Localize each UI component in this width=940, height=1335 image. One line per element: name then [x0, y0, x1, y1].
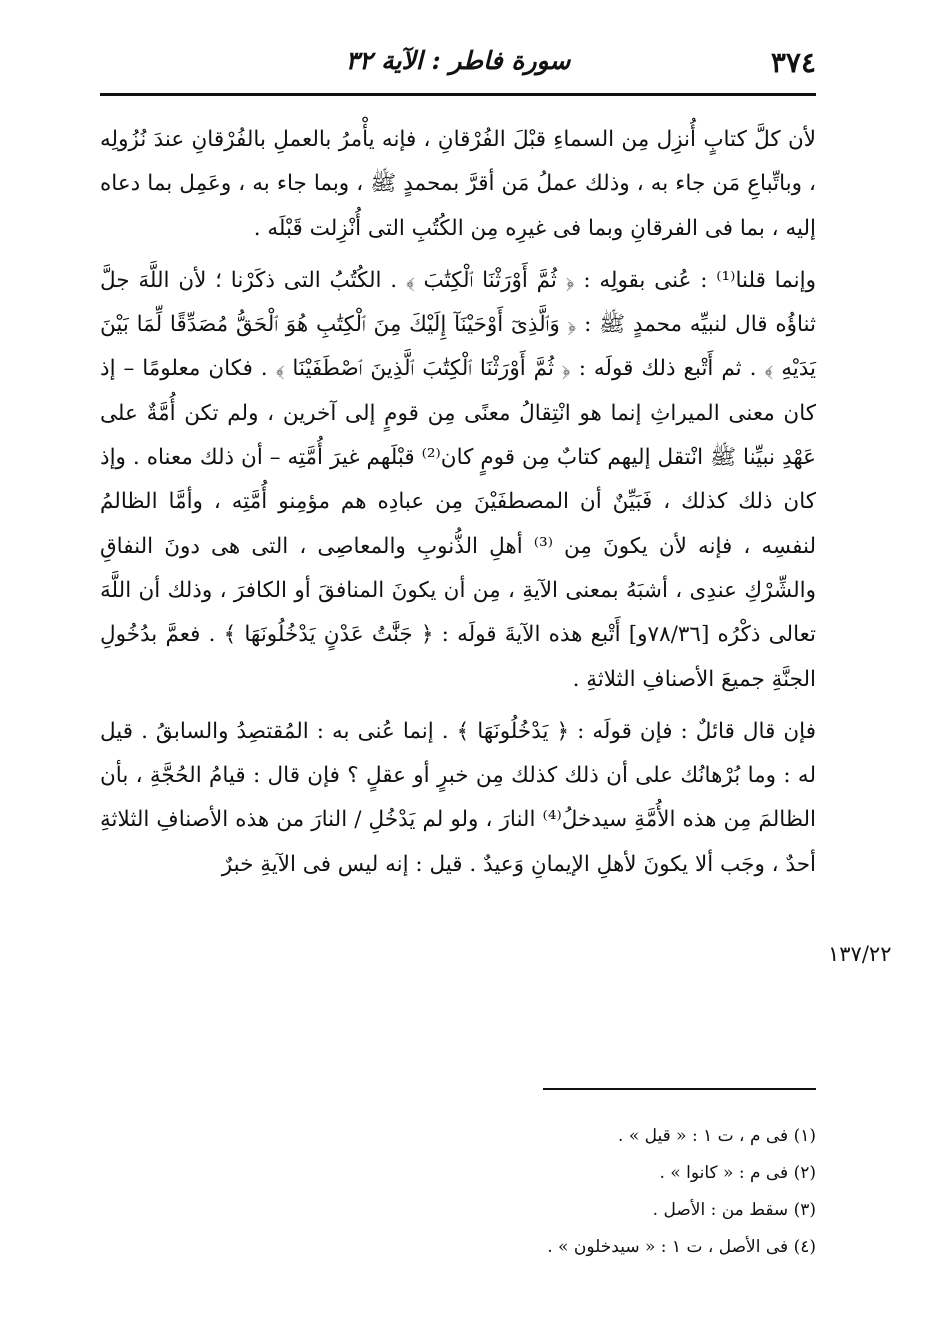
page-number: ٣٧٤ [770, 46, 816, 79]
paragraph-3: فإن قال قائلٌ : فإن قولَه : ﴿ يَدْخُلُونَهَا ﴾ . إنما عُنى به : المُقتصِدُ والسابقُ . قيل له : وما بُرْهانُك على أن ذلك كذلك مِن خبرٍ أو عقلٍ ؟ فإن قال : قيامُ الحُجَّةِ ، بأن الظالمَ مِن هذه الأُمَّةِ سيدخلُ⁽⁴⁾ النارَ ، ولو لم يَدْخُلِ / النارَ من هذه الأصنافِ الثلاثةِ أحدٌ ، وجَب ألا يكونَ لأهلِ الإيمانِ وَعيدٌ . قيل : إنه ليس فى الآيةِ خبرٌ [100, 718, 816, 877]
footnote-3: (٣) سقط من : الأصل . [652, 1200, 816, 1220]
header-rule [100, 93, 816, 96]
page-header [100, 42, 816, 86]
footnotes [316, 1118, 816, 1266]
footnote-rule [543, 1088, 816, 1090]
footnote-2: (٢) فى م : « كانوا » . [659, 1163, 816, 1183]
footnote-1: (١) فى م ، ت ١ : « قيل » . [618, 1126, 816, 1146]
footnote-4: (٤) فى الأصل ، ت ١ : « سيدخلون » . [547, 1237, 816, 1257]
running-title: سورة فاطر : الآية ٣٢ [345, 46, 571, 75]
paragraph-1: لأن كلَّ كتابٍ أُنزِل مِن السماءِ قبْلَ الفُرْقانِ ، فإنه يأْمرُ بالعملِ بالفُرْقانِ عندَ نُزُولِه ، وباتِّباعِ مَن جاء به ، وذلك عملُ مَن أقرَّ بمحمدٍ ﷺ ، وبما جاء به ، وعَمِل بما دعاه إليه ، بما فى الفرقانِ وبما فى غيرِه مِن الكُتُبِ التى أُنْزِلت قَبْلَه . [100, 127, 816, 241]
paragraph-2: وإنما قلنا⁽¹⁾ : عُنى بقولِه : ﴿ ثُمَّ أَوْرَثْنَا ٱلْكِتَٰبَ ﴾ . الكُتُبُ التى ذكَرْنا ؛ لأن اللَّهَ جلَّ ثناؤُه قال لنبيِّه محمدٍ ﷺ : ﴿ وَٱلَّذِىٓ أَوْحَيْنَآ إِلَيْكَ مِنَ ٱلْكِتَٰبِ هُوَ ٱلْحَقُّ مُصَدِّقًا لِّمَا بَيْنَ يَدَيْهِ ﴾ . ثم أَتْبع ذلك قولَه : ﴿ ثُمَّ أَوْرَثْنَا ٱلْكِتَٰبَ ٱلَّذِينَ ٱصْطَفَيْنَا ﴾ . فكان معلومًا – إذ كان معنى الميراثِ إنما هو انْتِقالُ معنًى مِن قومٍ إلى آخرين ، ولم تكن أُمَّةٌ على عَهْدِ نبيِّنا ﷺ انْتقل إليهم كتابٌ مِن قومٍ كان⁽²⁾ قبْلَهم غيرَ أُمَّتِه – أن ذلك معناه . وإذ كان ذلك كذلك ، فَبَيِّنٌ أن المصطفَيْنَ مِن عبادِه هم مؤمِنو أُمَّتِه ، وأمَّا الظالمُ لنفسِه ، فإنه لأن يكونَ مِن ⁽³⁾ أهلِ الذُّنوبِ والمعاصِى ، التى هى دونَ النفاقِ والشِّرْكِ عندِى ، أشبَهُ بمعنى الآيةِ ، مِن أن يكونَ المنافقَ أو الكافرَ ، وذلك أن اللَّهَ تعالى ذكْرُه [٧٨/٣٦و] أَتْبع هذه الآيةَ قولَه : ﴿ جَنَّٰتُ عَدْنٍ يَدْخُلُونَهَا ﴾ . فعمَّ بدُخُولِ الجنَّةِ جميعَ الأصنافِ الثلاثةِ . [100, 267, 817, 692]
main-text [100, 118, 816, 887]
margin-reference: ١٣٧/٢٢ [828, 942, 892, 966]
